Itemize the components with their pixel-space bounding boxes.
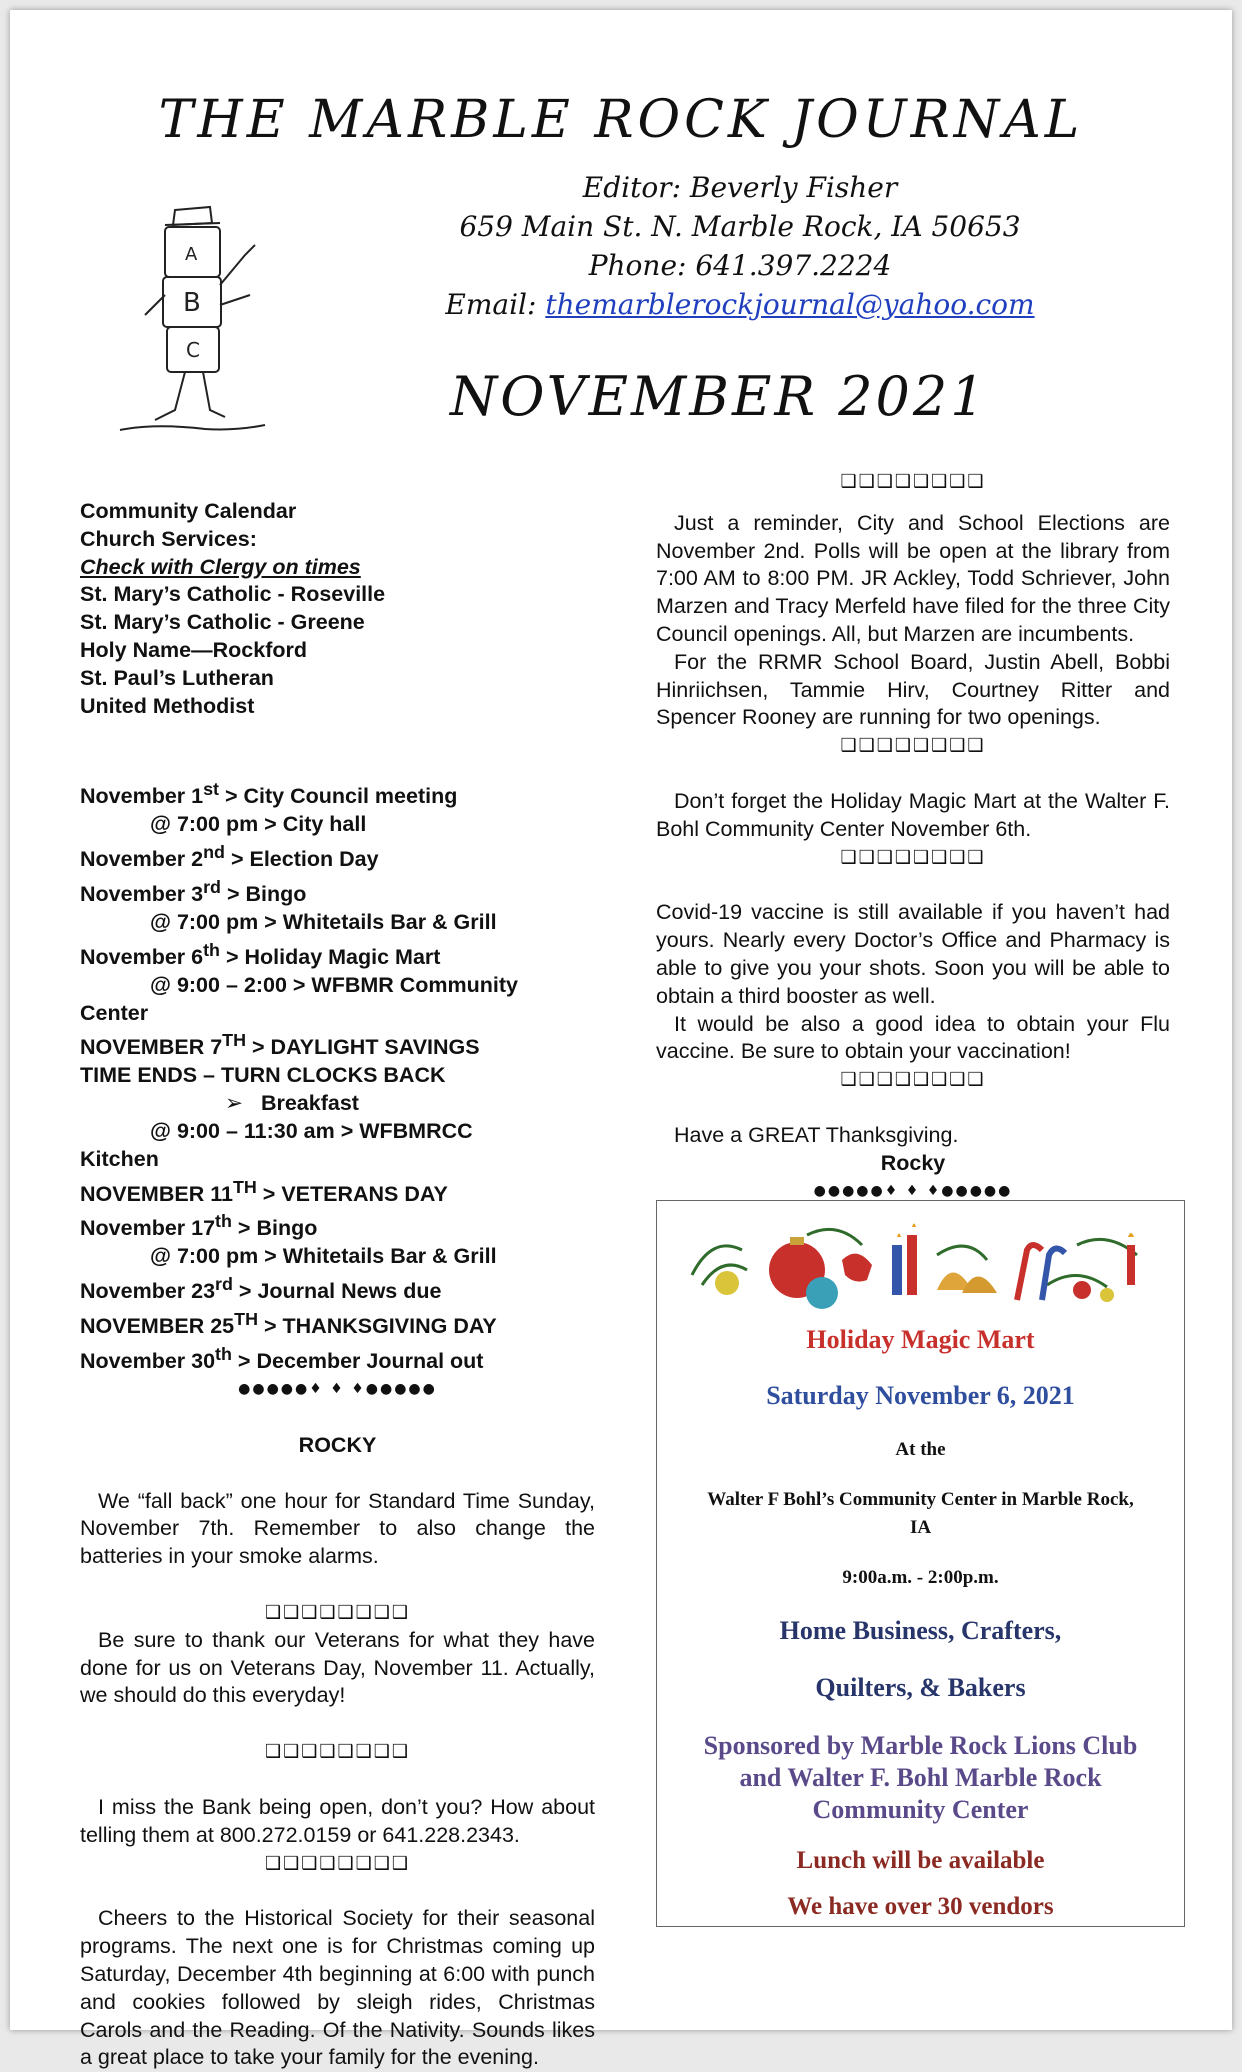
church-item: St. Paul’s Lutheran (80, 665, 274, 690)
event-line: November 1st > City Council meeting (80, 779, 458, 809)
paragraph-veterans: Be sure to thank our Veterans for what they have done for us on Veterans Day, November 11. Actually, we should do this everyday! (80, 1627, 595, 1708)
clergy-note: Check with Clergy on times (80, 554, 361, 579)
event-line: NOVEMBER 25TH > THANKSGIVING DAY (80, 1309, 497, 1339)
event-detail: @ 9:00 – 11:30 am > WFBMRCC (150, 1118, 473, 1143)
ad-at: At the (895, 1439, 946, 1460)
ad-date: Saturday November 6, 2021 (766, 1381, 1075, 1410)
paragraph-historical-society: Cheers to the Historical Society for their seasonal programs. The next one is for Christmas coming up Saturday, December 4th beginning at 6:00 with punch and cookies followed by sleigh rides, Christmas Carols and the Reading. Of the Nativity. Sounds likes a great place to take your family for the evening. (80, 1906, 595, 2070)
event-detail: @ 7:00 pm > Whitetails Bar & Grill (150, 1244, 497, 1269)
paragraph-standard-time: We “fall back” one hour for Standard Time Sunday, November 7th. Remember to also change the batteries in your smoke alarms. (80, 1488, 595, 1569)
church-item: St. Mary’s Catholic - Greene (80, 610, 365, 635)
paragraph-school-board: For the RRMR School Board, Justin Abell, Bobbi Hinriichsen, Tammie Hirv, Courtney Ritter and Spencer Rooney are running for two openings. (656, 649, 1170, 730)
holiday-magic-mart-ad (656, 1200, 1185, 1927)
mascot-letter-c: C (186, 338, 200, 362)
ad-vendors: We have over 30 vendors (787, 1893, 1054, 1920)
event-line: November 2nd > Election Day (80, 842, 379, 872)
event-detail: @ 7:00 pm > City hall (150, 812, 367, 837)
editor-line: Editor: Beverly Fisher (582, 171, 898, 204)
event-line: NOVEMBER 7TH > DAYLIGHT SAVINGS (80, 1030, 480, 1060)
paragraph-bank: I miss the Bank being open, don’t you? How about telling them at 800.272.0159 or 641.228.2343. (80, 1795, 595, 1847)
calendar-heading: Community Calendar (80, 499, 297, 523)
box-separator: ❑❑❑❑❑❑❑❑ (264, 1852, 411, 1874)
ad-sponsor-line-1: Sponsored by Marble Rock Lions Club (703, 1731, 1138, 1760)
paragraph-flu: It would be also a good idea to obtain your Flu vaccine. Be sure to obtain your vaccination! (656, 1011, 1170, 1064)
ad-line-1: Home Business, Crafters, (779, 1616, 1062, 1645)
mascot-letter-b: B (183, 288, 201, 318)
event-detail: @ 7:00 pm > Whitetails Bar & Grill (150, 910, 497, 935)
church-services-heading: Church Services: (80, 526, 257, 551)
abc-block-mascot-drawing (115, 185, 285, 435)
event-bullet: ➢ Breakfast (225, 1091, 359, 1117)
event-detail: Center (80, 1000, 149, 1025)
email-link[interactable]: themarblerockjournal@yahoo.com (545, 288, 1035, 321)
ad-sponsor-line-2: and Walter F. Bohl Marble Rock (739, 1763, 1102, 1792)
ad-venue-line-2: IA (909, 1517, 932, 1538)
address-line: 659 Main St. N. Marble Rock, IA 50653 (459, 210, 1021, 243)
divider-ornament: ●●●●●♦ ♦ ♦●●●●● (813, 1182, 1013, 1199)
masthead-contact (390, 168, 1090, 324)
arrow-bullet-icon: ➢ (225, 1091, 244, 1117)
event-line: November 3rd > Bingo (80, 877, 307, 907)
right-column (656, 468, 1170, 1205)
ad-sponsor-line-3: Community Center (812, 1795, 1029, 1824)
event-detail: TIME ENDS – TURN CLOCKS BACK (80, 1063, 446, 1088)
event-line: November 17th > Bingo (80, 1211, 318, 1241)
paragraph-elections: Just a reminder, City and School Elections are November 2nd. Polls will be open at the library from 7:00 AM to 8:00 PM. JR Ackley, Todd Schriever, John Marzen and Tracy Merfeld have filed for the three City Council openings. All, but Marzen are incumbents. (656, 510, 1170, 646)
box-separator: ❑❑❑❑❑❑❑❑ (840, 1069, 986, 1091)
box-separator: ❑❑❑❑❑❑❑❑ (840, 735, 986, 757)
church-item: United Methodist (80, 693, 255, 718)
event-detail: @ 9:00 – 2:00 > WFBMR Community (150, 972, 519, 997)
ad-time: 9:00a.m. - 2:00p.m. (842, 1567, 999, 1588)
ad-venue-line-1: Walter F Bohl’s Community Center in Marble Rock, (707, 1489, 1134, 1510)
email-label: Email: (445, 288, 546, 321)
box-separator: ❑❑❑❑❑❑❑❑ (264, 1602, 411, 1624)
divider-ornament: ●●●●●♦ ♦ ♦●●●●● (238, 1381, 437, 1398)
ad-lunch: Lunch will be available (796, 1847, 1045, 1874)
box-separator: ❑❑❑❑❑❑❑❑ (264, 1741, 411, 1763)
newsletter-page (10, 10, 1232, 2070)
left-column (80, 498, 595, 2072)
church-item: St. Mary’s Catholic - Roseville (80, 582, 386, 607)
event-line: November 6th > Holiday Magic Mart (80, 939, 441, 969)
event-detail: Kitchen (80, 1146, 159, 1171)
issue-date: NOVEMBER 2021 (450, 365, 988, 428)
masthead-title: THE MARBLE ROCK JOURNAL (158, 90, 1084, 150)
closing-line: Have a GREAT Thanksgiving. (674, 1122, 959, 1147)
paragraph-covid: Covid-19 vaccine is still available if you haven’t had yours. Nearly every Doctor’s Office and Pharmacy is able to give you your shots. Soon you will be able to obtain a third booster as well. (656, 900, 1170, 1008)
ad-line-2: Quilters, & Bakers (815, 1673, 1026, 1702)
rocky-heading: ROCKY (298, 1432, 377, 1457)
church-item: Holy Name—Rockford (80, 637, 307, 662)
holiday-ornaments-icon (687, 1215, 1157, 1315)
ad-title: Holiday Magic Mart (806, 1325, 1035, 1354)
event-line: November 23rd > Journal News due (80, 1274, 442, 1304)
paragraph-magic-mart: Don’t forget the Holiday Magic Mart at the Walter F. Bohl Community Center November 6th. (656, 788, 1170, 841)
phone-line: Phone: 641.397.2224 (588, 249, 892, 282)
event-line: November 30th > December Journal out (80, 1344, 484, 1374)
box-separator: ❑❑❑❑❑❑❑❑ (840, 471, 986, 492)
mascot-letter-a: A (185, 244, 198, 265)
signature: Rocky (880, 1150, 946, 1175)
event-line: NOVEMBER 11TH > VETERANS DAY (80, 1176, 448, 1206)
email-line (390, 285, 1090, 324)
box-separator: ❑❑❑❑❑❑❑❑ (840, 846, 986, 868)
